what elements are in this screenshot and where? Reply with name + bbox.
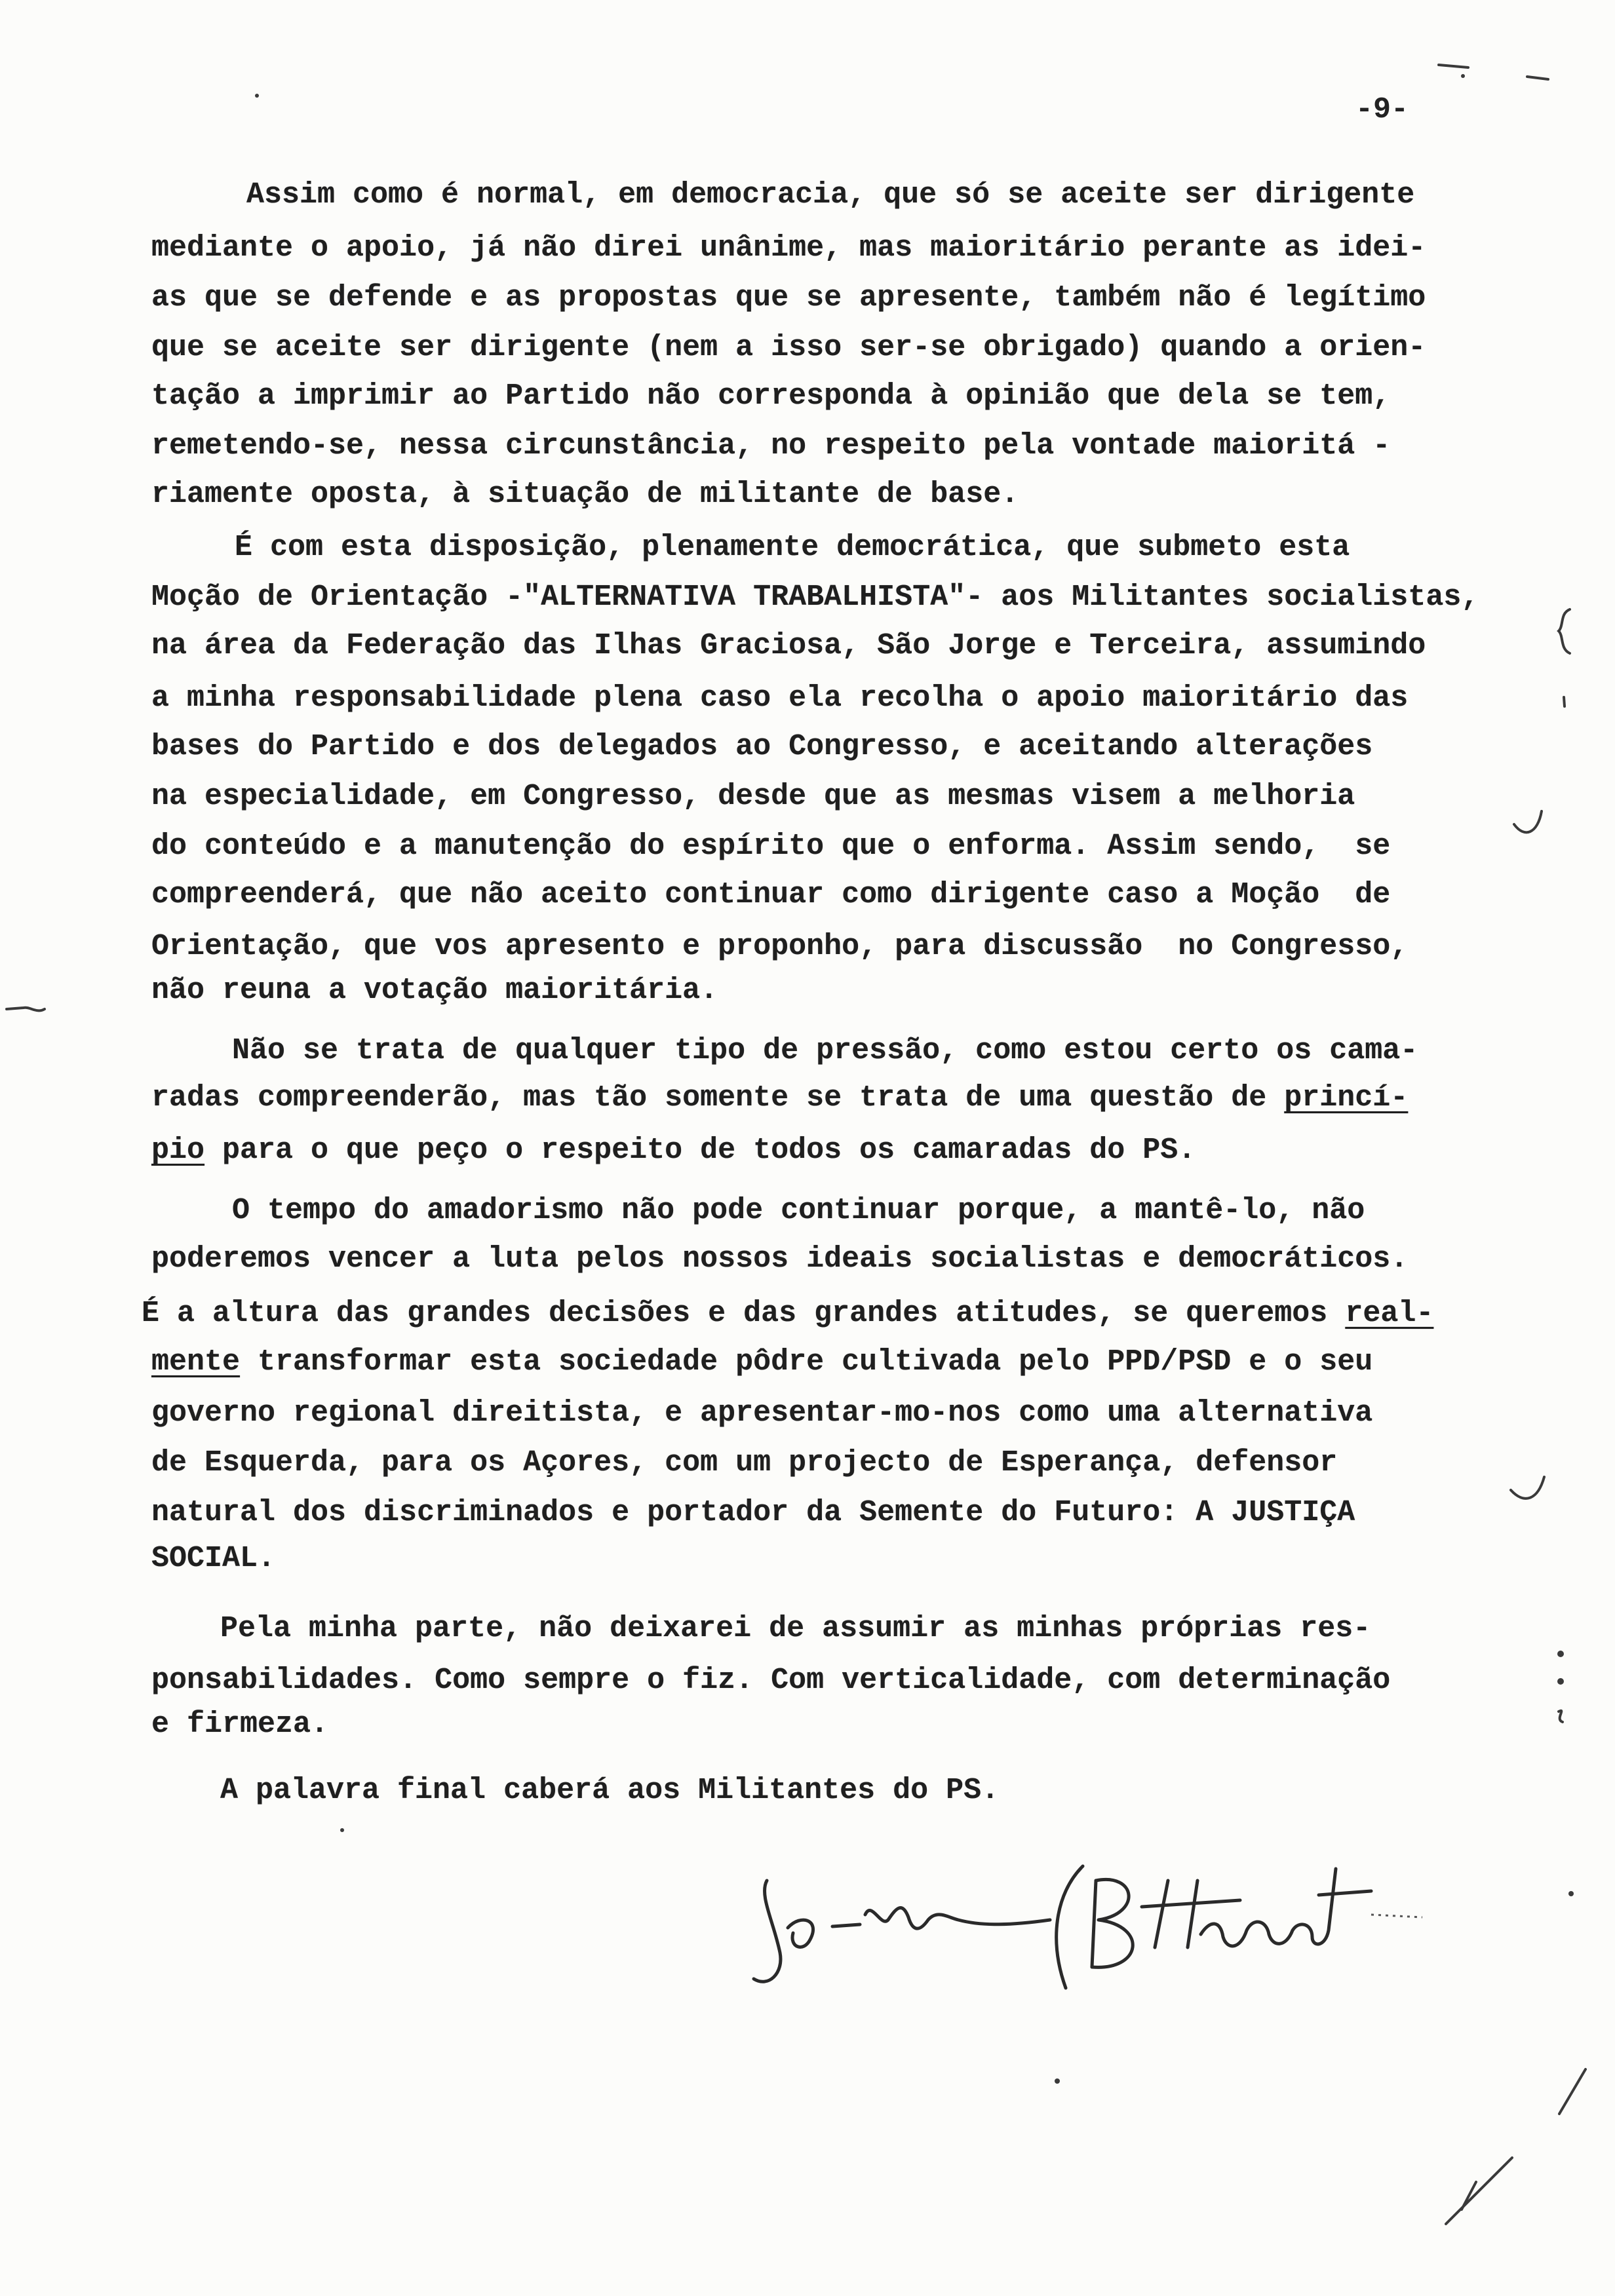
line-text: governo regional direitista, e apresentar-mo-nos como uma alternativa bbox=[151, 1396, 1373, 1430]
line-text: que se aceite ser dirigente (nem a isso ser-se obrigado) quando a orien- bbox=[151, 331, 1426, 364]
text-line bbox=[151, 578, 1479, 617]
line-text: na especialidade, em Congresso, desde que as mesmas visem a melhoria bbox=[151, 780, 1355, 813]
line-text: riamente oposta, à situação de militante de base. bbox=[151, 478, 1019, 511]
text-line bbox=[151, 1661, 1390, 1700]
line-text: para o que peço o respeito de todos os camaradas do PS. bbox=[204, 1134, 1196, 1167]
underlined-word: pio bbox=[151, 1134, 205, 1167]
text-line bbox=[151, 1493, 1355, 1533]
text-line bbox=[246, 176, 1414, 215]
line-text: mediante o apoio, já não direi unânime, mas maioritário perante as idei- bbox=[151, 231, 1426, 265]
text-line bbox=[151, 1343, 1372, 1382]
line-text: SOCIAL. bbox=[151, 1542, 276, 1575]
text-line bbox=[151, 1444, 1337, 1483]
underlined-word: princí- bbox=[1284, 1081, 1409, 1115]
line-text: É com esta disposição, plenamente democrática, que submeto esta bbox=[235, 531, 1350, 564]
line-text: radas compreenderão, mas tão somente se trata de uma questão de bbox=[151, 1081, 1285, 1115]
text-line bbox=[142, 1294, 1433, 1333]
text-line bbox=[220, 1609, 1371, 1649]
line-text: e firmeza. bbox=[151, 1708, 329, 1741]
line-text: de Esquerda, para os Açores, com um projecto de Esperança, defensor bbox=[151, 1446, 1338, 1480]
text-line bbox=[232, 1191, 1365, 1231]
text-line bbox=[232, 1031, 1418, 1071]
text-line bbox=[151, 1705, 328, 1744]
line-text: as que se defende e as propostas que se apresente, também não é legítimo bbox=[151, 281, 1426, 315]
text-line bbox=[151, 475, 1019, 514]
line-text: Pela minha parte, não deixarei de assumir as minhas próprias res- bbox=[220, 1612, 1371, 1645]
text-line bbox=[235, 528, 1350, 567]
line-text: transformar esta sociedade pôdre cultivada pelo PPD/PSD e o seu bbox=[240, 1345, 1373, 1379]
line-text: Não se trata de qualquer tipo de pressão, como estou certo os cama- bbox=[232, 1034, 1418, 1067]
text-line bbox=[151, 971, 718, 1010]
line-text: Assim como é normal, em democracia, que só se aceite ser dirigente bbox=[246, 178, 1415, 212]
line-text: na área da Federação das Ilhas Graciosa, São Jorge e Terceira, assumindo bbox=[151, 629, 1426, 662]
line-text: a minha responsabilidade plena caso ela recolha o apoio maioritário das bbox=[151, 681, 1409, 715]
text-line bbox=[151, 1240, 1408, 1279]
text-line bbox=[151, 1539, 275, 1578]
line-text: poderemos vencer a luta pelos nossos ideais socialistas e democráticos. bbox=[151, 1242, 1409, 1276]
text-line bbox=[151, 927, 1408, 966]
line-text: não reuna a votação maioritária. bbox=[151, 974, 718, 1007]
line-text: compreenderá, que não aceito continuar como dirigente caso a Moção de bbox=[151, 878, 1391, 911]
underlined-word: real- bbox=[1345, 1297, 1434, 1330]
handwritten-signature bbox=[741, 1854, 1435, 2012]
line-text: ponsabilidades. Como sempre o fiz. Com verticalidade, com determinação bbox=[151, 1664, 1391, 1697]
text-line bbox=[151, 679, 1408, 718]
text-line bbox=[151, 1394, 1372, 1433]
text-line bbox=[151, 626, 1426, 666]
line-text: É a altura das grandes decisões e das grandes atitudes, se queremos bbox=[142, 1297, 1346, 1330]
text-line bbox=[151, 278, 1426, 318]
text-line bbox=[151, 328, 1426, 368]
text-line bbox=[151, 427, 1390, 466]
text-line bbox=[151, 377, 1390, 416]
line-text: O tempo do amadorismo não pode continuar porque, a mantê-lo, não bbox=[232, 1194, 1365, 1227]
line-text: Orientação, que vos apresento e proponho, para discussão no Congresso, bbox=[151, 930, 1409, 963]
text-line bbox=[151, 875, 1390, 915]
line-text: remetendo-se, nessa circunstância, no respeito pela vontade maioritá - bbox=[151, 429, 1391, 463]
text-line bbox=[151, 827, 1390, 866]
line-text: Moção de Orientação -"ALTERNATIVA TRABALHISTA"- aos Militantes socialistas, bbox=[151, 581, 1479, 614]
line-text: bases do Partido e dos delegados ao Congresso, e aceitando alterações bbox=[151, 730, 1373, 763]
text-line bbox=[151, 229, 1426, 268]
line-text: natural dos discriminados e portador da Semente do Futuro: A JUSTIÇA bbox=[151, 1496, 1355, 1529]
text-line bbox=[151, 727, 1372, 767]
underlined-word: mente bbox=[151, 1345, 241, 1379]
text-line bbox=[151, 1079, 1408, 1118]
text-line bbox=[220, 1771, 999, 1810]
text-line bbox=[151, 1131, 1196, 1170]
text-line bbox=[151, 777, 1355, 816]
line-text: A palavra final caberá aos Militantes do PS. bbox=[220, 1774, 1000, 1807]
line-text: tação a imprimir ao Partido não corresponda à opinião que dela se tem, bbox=[151, 379, 1391, 413]
page-number: -9- bbox=[1355, 93, 1409, 126]
line-text: do conteúdo e a manutenção do espírito que o enforma. Assim sendo, se bbox=[151, 830, 1391, 863]
